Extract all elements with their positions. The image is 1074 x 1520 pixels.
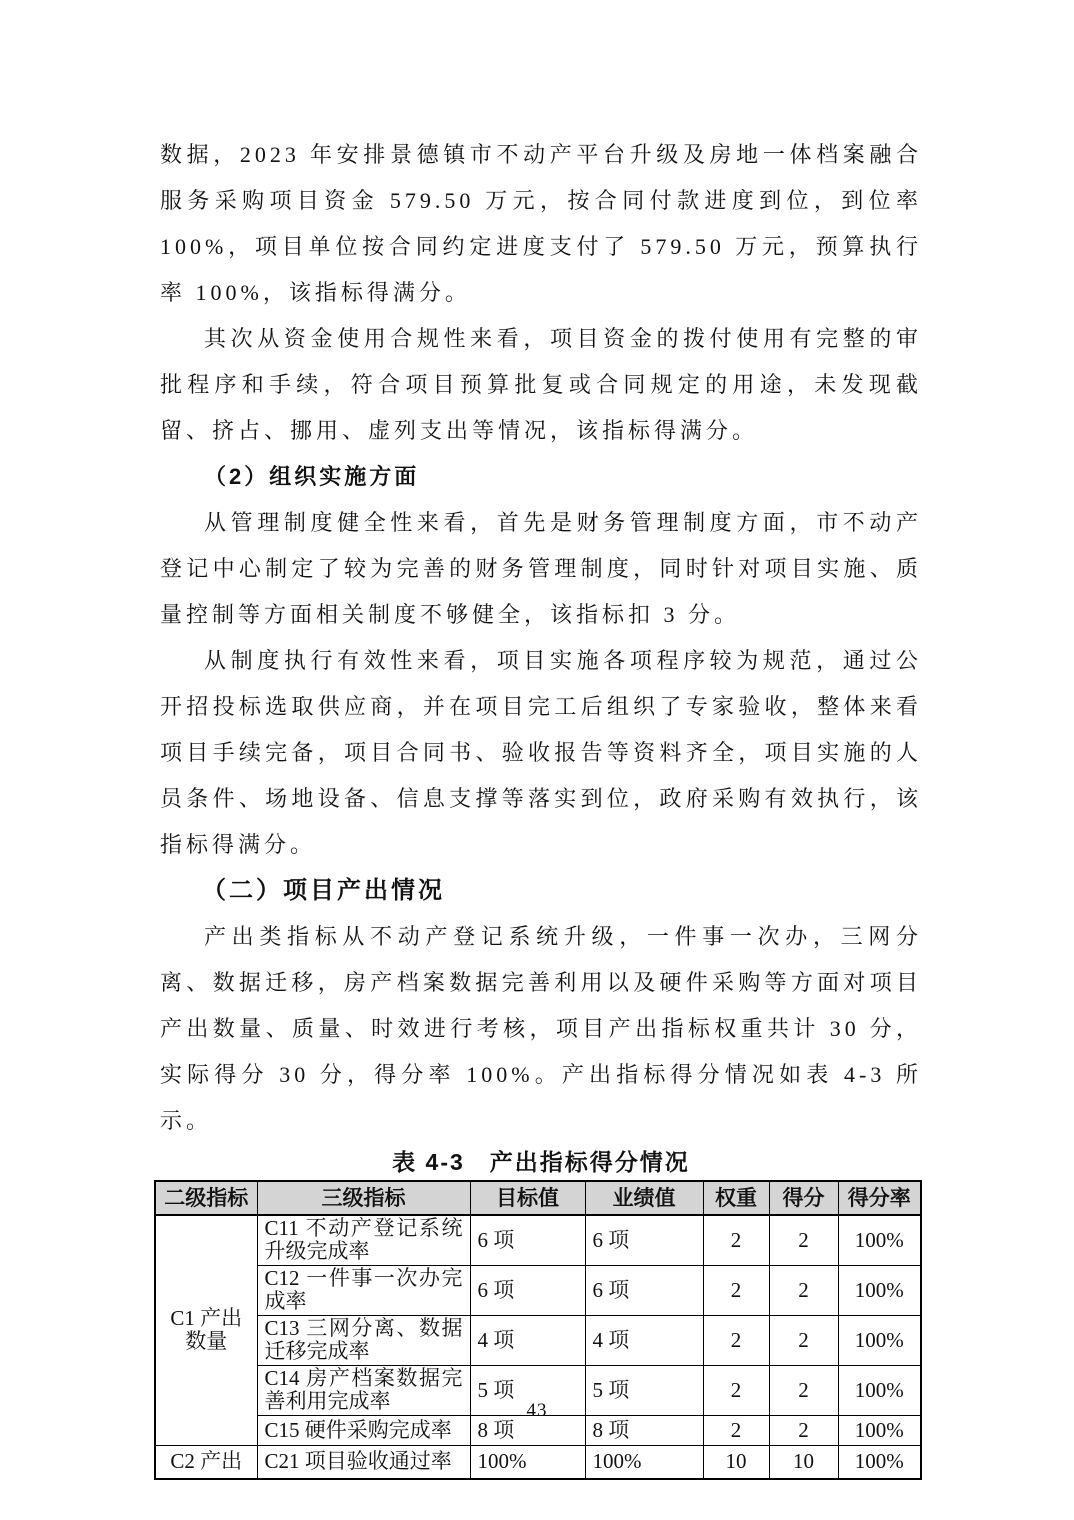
cell-weight: 2	[703, 1215, 769, 1265]
table-row	[155, 1445, 921, 1479]
cell-score-rate: 100%	[838, 1365, 921, 1415]
group-cell-c1: C1 产出数量	[155, 1215, 257, 1445]
cell-target: 100%	[470, 1445, 585, 1479]
cell-score-rate: 100%	[838, 1215, 921, 1265]
output-indicator-score-table	[154, 1180, 922, 1480]
subsection-heading-organization: （2）组织实施方面	[204, 464, 420, 489]
table-row	[155, 1215, 921, 1265]
cell-weight: 2	[703, 1265, 769, 1315]
page-number: 43	[526, 1400, 548, 1421]
cell-performance: 6 项	[585, 1265, 703, 1315]
cell-performance: 6 项	[585, 1215, 703, 1265]
cell-indicator: C13 三网分离、数据迁移完成率	[257, 1315, 470, 1365]
table-row	[155, 1315, 921, 1365]
group-cell-c2: C2 产出	[155, 1445, 257, 1479]
cell-indicator: C14 房产档案数据完善利用完成率	[257, 1365, 470, 1415]
table-header-row	[155, 1181, 921, 1215]
body-paragraph-management-system: 从管理制度健全性来看，首先是财务管理制度方面，市不动产登记中心制定了较为完善的财务管理制度，同时针对项目实施、质量控制等方面相关制度不够健全，该指标扣 3 分。	[160, 510, 922, 627]
body-paragraph-execution: 从制度执行有效性来看，项目实施各项程序较为规范，通过公开招投标选取供应商，并在项目完工后组织了专家验收，整体来看项目手续完备，项目合同书、验收报告等资料齐全，项目实施的人员条件、场地设备、信息支撑等落实到位，政府采购有效执行，该指标得满分。	[160, 648, 922, 857]
cell-score-rate: 100%	[838, 1315, 921, 1365]
cell-target: 6 项	[470, 1215, 585, 1265]
column-header-score-rate: 得分率	[838, 1181, 921, 1215]
cell-target: 8 项	[470, 1415, 585, 1445]
cell-score-rate: 100%	[838, 1445, 921, 1479]
cell-score: 10	[769, 1445, 838, 1479]
cell-score: 2	[769, 1215, 838, 1265]
column-header-score: 得分	[769, 1181, 838, 1215]
column-header-level2-indicator: 二级指标	[155, 1181, 257, 1215]
cell-score: 2	[769, 1315, 838, 1365]
table-row	[155, 1265, 921, 1315]
cell-indicator: C21 项目验收通过率	[257, 1445, 470, 1479]
cell-score: 2	[769, 1415, 838, 1445]
cell-target: 5 项	[470, 1365, 585, 1415]
cell-target: 4 项	[470, 1315, 585, 1365]
cell-weight: 10	[703, 1445, 769, 1479]
body-paragraph-funds: 数据，2023 年安排景德镇市不动产平台升级及房地一体档案融合服务采购项目资金 579.50 万元，按合同付款进度到位，到位率 100%，项目单位按合同约定进度支付了 579.50 万元，预算执行率 100%，该指标得满分。	[160, 142, 922, 305]
body-paragraph-output-summary: 产出类指标从不动产登记系统升级，一件事一次办，三网分离、数据迁移，房产档案数据完善利用以及硬件采购等方面对项目产出数量、质量、时效进行考核，项目产出指标权重共计 30 分，实际得分 30 分，得分率 100%。产出指标得分情况如表 4-3 所示。	[160, 924, 922, 1133]
cell-performance: 5 项	[585, 1365, 703, 1415]
cell-score: 2	[769, 1365, 838, 1415]
cell-weight: 2	[703, 1365, 769, 1415]
body-paragraph-compliance: 其次从资金使用合规性来看，项目资金的拨付使用有完整的审批程序和手续，符合项目预算批复或合同规定的用途，未发现截留、挤占、挪用、虚列支出等情况，该指标得满分。	[160, 326, 922, 443]
cell-indicator: C11 不动产登记系统升级完成率	[257, 1215, 470, 1265]
cell-score-rate: 100%	[838, 1415, 921, 1445]
cell-indicator: C15 硬件采购完成率	[257, 1415, 470, 1445]
column-header-weight: 权重	[703, 1181, 769, 1215]
page-content	[160, 132, 922, 1480]
column-header-target-value: 目标值	[470, 1181, 585, 1215]
cell-weight: 2	[703, 1315, 769, 1365]
table-caption: 表 4-3 产出指标得分情况	[392, 1149, 690, 1175]
cell-indicator: C12 一件事一次办完成率	[257, 1265, 470, 1315]
column-header-level3-indicator: 三级指标	[257, 1181, 470, 1215]
cell-performance: 8 项	[585, 1415, 703, 1445]
cell-score-rate: 100%	[838, 1265, 921, 1315]
cell-performance: 4 项	[585, 1315, 703, 1365]
cell-performance: 100%	[585, 1445, 703, 1479]
cell-target: 6 项	[470, 1265, 585, 1315]
cell-weight: 2	[703, 1415, 769, 1445]
cell-score: 2	[769, 1265, 838, 1315]
section-heading-project-output: （二）项目产出情况	[202, 877, 445, 904]
column-header-performance-value: 业绩值	[585, 1181, 703, 1215]
